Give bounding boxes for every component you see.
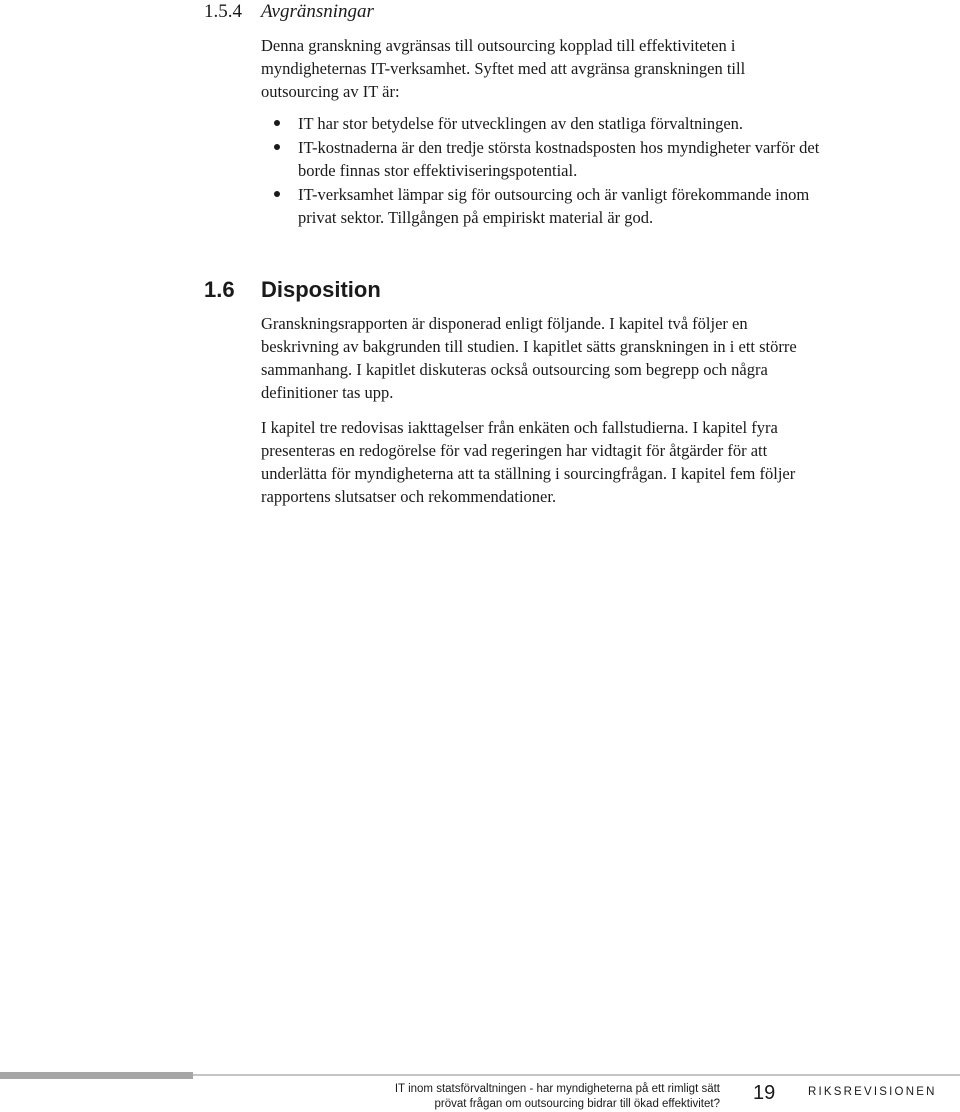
bullet-icon [274, 120, 280, 126]
section-title: Avgränsningar [261, 1, 374, 22]
list-item [261, 112, 821, 135]
footer-rule-accent [0, 1072, 193, 1079]
page-number: 19 [753, 1082, 776, 1104]
section-number: 1.5.4 [204, 1, 242, 22]
section-heading-1-6 [204, 276, 381, 304]
list-item [261, 183, 821, 229]
section-number: 1.6 [204, 277, 235, 302]
bullet-list [261, 112, 821, 230]
footer-line: IT inom statsförvaltningen - har myndigheterna på ett rimligt sätt [394, 1083, 720, 1095]
list-item-text: IT-verksamhet lämpar sig för outsourcing och är vanligt förekommande inom privat sektor. Tillgången på empiriskt material är god. [298, 185, 810, 227]
bullet-icon [274, 191, 280, 197]
brand-name: RIKSREVISIONEN [808, 1086, 937, 1098]
section-title: Disposition [261, 277, 381, 302]
footer-line: prövat frågan om outsourcing bidrar till ökad effektivitet? [434, 1098, 720, 1110]
footer-report-title [380, 1082, 720, 1112]
list-item-text: IT har stor betydelse för utvecklingen av den statliga förvaltningen. [298, 114, 744, 133]
disposition-paragraph-2: I kapitel tre redovisas iakttagelser från enkäten och fallstudierna. I kapitel fyra presenteras en redogörelse för vad regeringen har vidtagit för åtgärder för att underlätta för myndigheterna att ta ställning i sourcingfrågan. I kapitel fem följer rapportens slutsatser och rekommendationer. [261, 418, 796, 506]
section-heading-1-5-4 [204, 0, 374, 24]
list-item-text: IT-kostnaderna är den tredje största kostnadsposten hos myndigheter varför det borde finnas stor effektiviseringspotential. [298, 138, 820, 180]
intro-paragraph: Denna granskning avgränsas till outsourcing kopplad till effektiviteten i myndigheternas IT-verksamhet. Syftet med att avgränsa granskningen till outsourcing av IT är: [261, 36, 746, 101]
footer-rule [193, 1074, 960, 1076]
disposition-paragraph-1: Granskningsrapporten är disponerad enligt följande. I kapitel två följer en beskrivning av bakgrunden till studien. I kapitlet sätts granskningen in i ett större sammanhang. I kapitlet diskuteras också outsourcing som begrepp och några definitioner tas upp. [261, 314, 797, 402]
list-item [261, 136, 821, 182]
bullet-icon [274, 144, 280, 150]
